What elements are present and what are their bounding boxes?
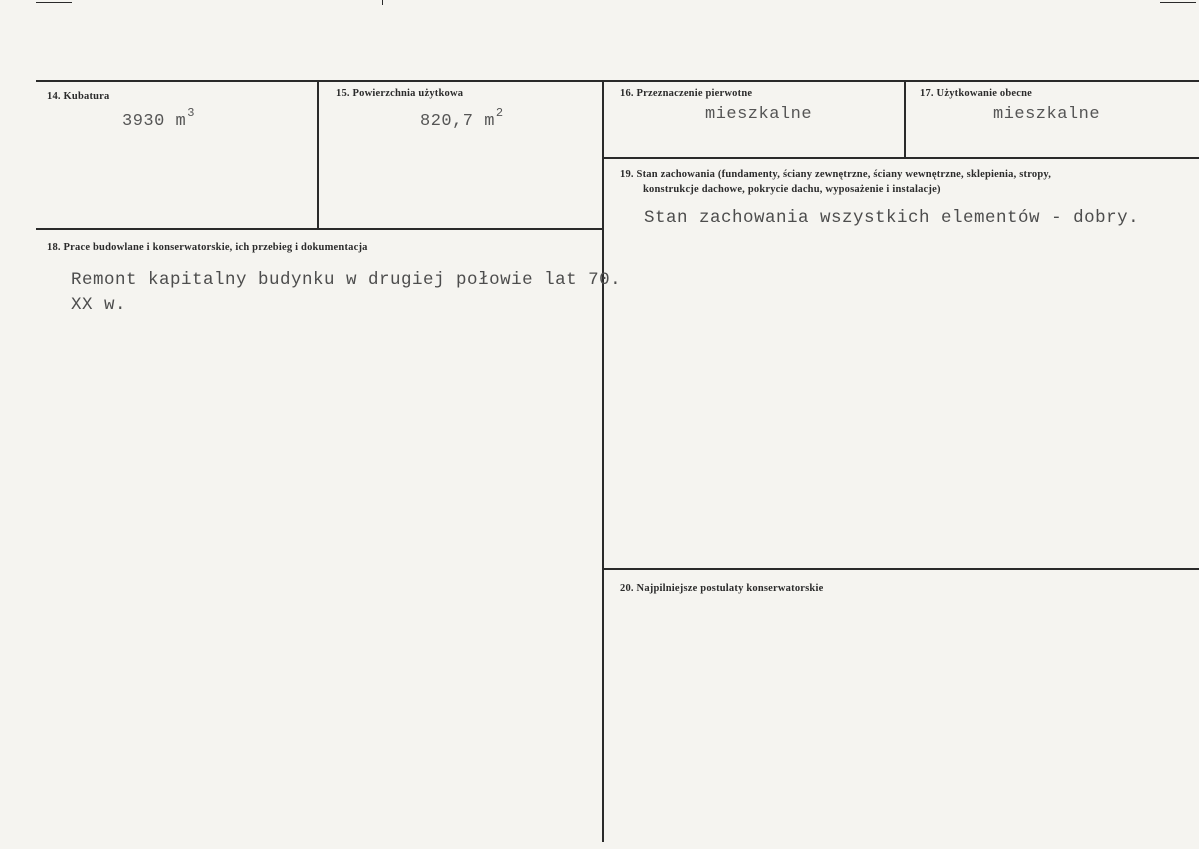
field-14-value-text: 3930 m bbox=[122, 112, 187, 131]
field-14-label: 14. Kubatura bbox=[47, 91, 110, 102]
top-tick-left bbox=[36, 2, 72, 3]
top-tick-center bbox=[382, 0, 383, 5]
field-19-label-line1: 19. Stan zachowania (fundamenty, ściany zewnętrzne, ściany wewnętrzne, sklepienia, stropy, bbox=[620, 169, 1052, 180]
field-15-unit-exponent: 2 bbox=[495, 106, 504, 120]
row1-top-border bbox=[36, 80, 1199, 82]
field-14-value bbox=[122, 106, 195, 131]
section19-bottom-border bbox=[603, 568, 1199, 570]
row1-right-bottom-border bbox=[603, 157, 1199, 159]
divider-14-15 bbox=[317, 80, 319, 230]
field-15-value bbox=[420, 106, 504, 131]
field-20-label: 20. Najpilniejsze postulaty konserwatorskie bbox=[620, 583, 824, 594]
field-17-value: mieszkalne bbox=[993, 105, 1101, 124]
field-18-value-line1: Remont kapitalny budynku w drugiej połowie lat 70. bbox=[71, 270, 622, 290]
field-19-value: Stan zachowania wszystkich elementów - dobry. bbox=[644, 208, 1140, 228]
field-16-label: 16. Przeznaczenie pierwotne bbox=[620, 88, 753, 99]
field-15-value-text: 820,7 m bbox=[420, 112, 495, 131]
field-16-value: mieszkalne bbox=[705, 105, 813, 124]
divider-16-17 bbox=[904, 80, 906, 159]
main-vertical-divider bbox=[602, 80, 604, 842]
row1-left-bottom-border bbox=[36, 228, 604, 230]
field-15-label: 15. Powierzchnia użytkowa bbox=[336, 88, 464, 99]
field-17-label: 17. Użytkowanie obecne bbox=[920, 88, 1033, 99]
top-tick-right bbox=[1160, 2, 1196, 3]
field-18-label: 18. Prace budowlane i konserwatorskie, ich przebieg i dokumentacja bbox=[47, 242, 368, 253]
field-19-label-line2: konstrukcje dachowe, pokrycie dachu, wyposażenie i instalacje) bbox=[643, 184, 941, 195]
field-18-value-line2: XX w. bbox=[71, 295, 127, 315]
field-14-unit-exponent: 3 bbox=[187, 106, 195, 120]
